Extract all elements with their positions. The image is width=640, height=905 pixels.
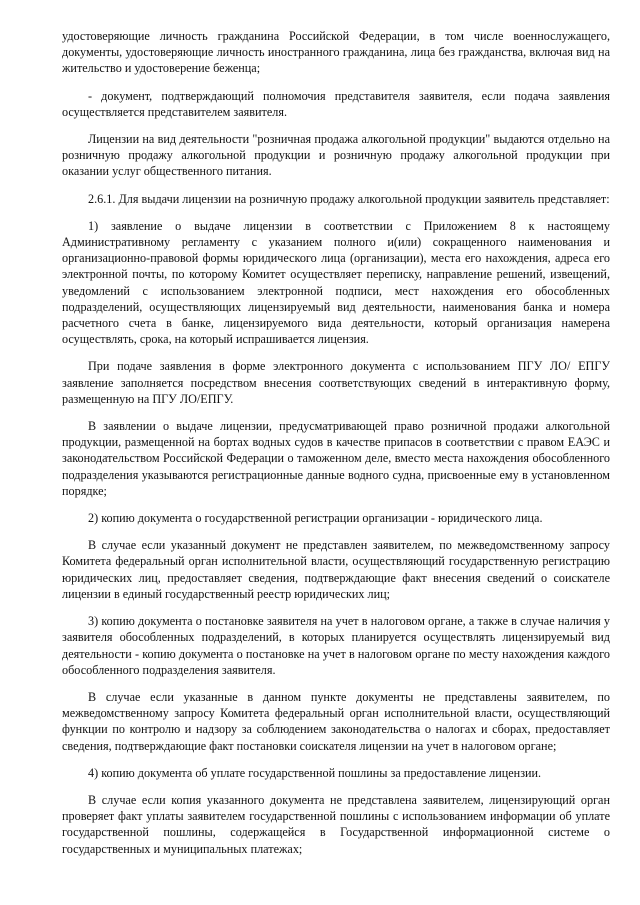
paragraph: В случае если копия указанного документа не представлена заявителем, лицензирующий орган проверяет факт уплаты заявителем государственной пошлины с использованием информации об уплате государственной пошлины, содержащейся в Государственной информационной системе о государственных и муниципальных платежах;: [62, 792, 610, 856]
paragraph: В заявлении о выдаче лицензии, предусматривающей право розничной продажи алкогольной продукции, размещенной на бортах водных судов в качестве припасов в соответствии с правом ЕАЭС и законодательством Российской Федерации о таможенном деле, вместо места нахождения обособленного подразделения указываются регистрационные данные водного судна, присвоенные ему в установленном порядке;: [62, 419, 610, 498]
paragraph: 3) копию документа о постановке заявителя на учет в налоговом органе, а также в случае наличия у заявителя обособленных подразделений, в которых планируется осуществлять лицензируемый вид деятельности - копию документа о постановке на учет в налоговом органе по месту нахождения каждого обособленного подразделения заявителя.: [62, 614, 610, 677]
paragraph: В случае если указанный документ не представлен заявителем, по межведомственному запросу Комитета федеральный орган исполнительной власти, осуществляющий государственную регистрацию юридических лиц, предоставляет сведения, подтверждающие факт внесения сведений о соискателе лицензии в единый государственный реестр юридических лиц;: [62, 538, 610, 601]
paragraph: 1) заявление о выдаче лицензии в соответствии с Приложением 8 к настоящему Административному регламенту с указанием полного и(или) сокращенного наименования и организационно-правовой формы юридического лица (организации), места его нахождения, адреса его электронной почты, по которому Комитет осуществляет переписку, направление решений, извещений, уведомлений с использованием электронной подписи, мест нахождения его обособленных подразделений, осуществляющих лицензируемый вид деятельности, наименования банка и номера расчетного счета в банке, лицензируемого вида деятельности, который организация намерена осуществлять, срока, на который испрашивается лицензия.: [62, 218, 610, 347]
paragraph: 2) копию документа о государственной регистрации организации - юридического лица.: [88, 511, 543, 526]
paragraph: Лицензии на вид деятельности "розничная продажа алкогольной продукции" выдаются отдельно на розничную продажу алкогольной продукции и розничную продажу алкогольной продукции при оказании услуг общественного питания.: [62, 132, 610, 179]
paragraph: В случае если указанные в данном пункте документы не представлены заявителем, по межведомственному запросу Комитета федеральный орган исполнительной власти, осуществляющий функции по контролю и надзору за соблюдением законодательства о налогах и сборах, предоставляет сведения, подтверждающие факт постановки соискателя лицензии на учет в налоговом органе;: [62, 689, 610, 753]
paragraph: 2.6.1. Для выдачи лицензии на розничную продажу алкогольной продукции заявитель представляет:: [88, 191, 610, 206]
paragraph: удостоверяющие личность гражданина Российской Федерации, в том числе военнослужащего, документы, удостоверяющие личность иностранного гражданина, лица без гражданства, включая вид на жительство и удостоверение беженца;: [62, 29, 610, 76]
paragraph: 4) копию документа об уплате государственной пошлины за предоставление лицензии.: [88, 765, 542, 780]
paragraph: - документ, подтверждающий полномочия представителя заявителя, если подача заявления осуществляется представителем заявителя.: [62, 88, 610, 119]
paragraph: При подаче заявления в форме электронного документа с использованием ПГУ ЛО/ ЕПГУ заявление заполняется посредством внесения соответствующих сведений в интерактивную форму, размещенную на ПГУ ЛО/ЕПГУ.: [62, 359, 610, 406]
